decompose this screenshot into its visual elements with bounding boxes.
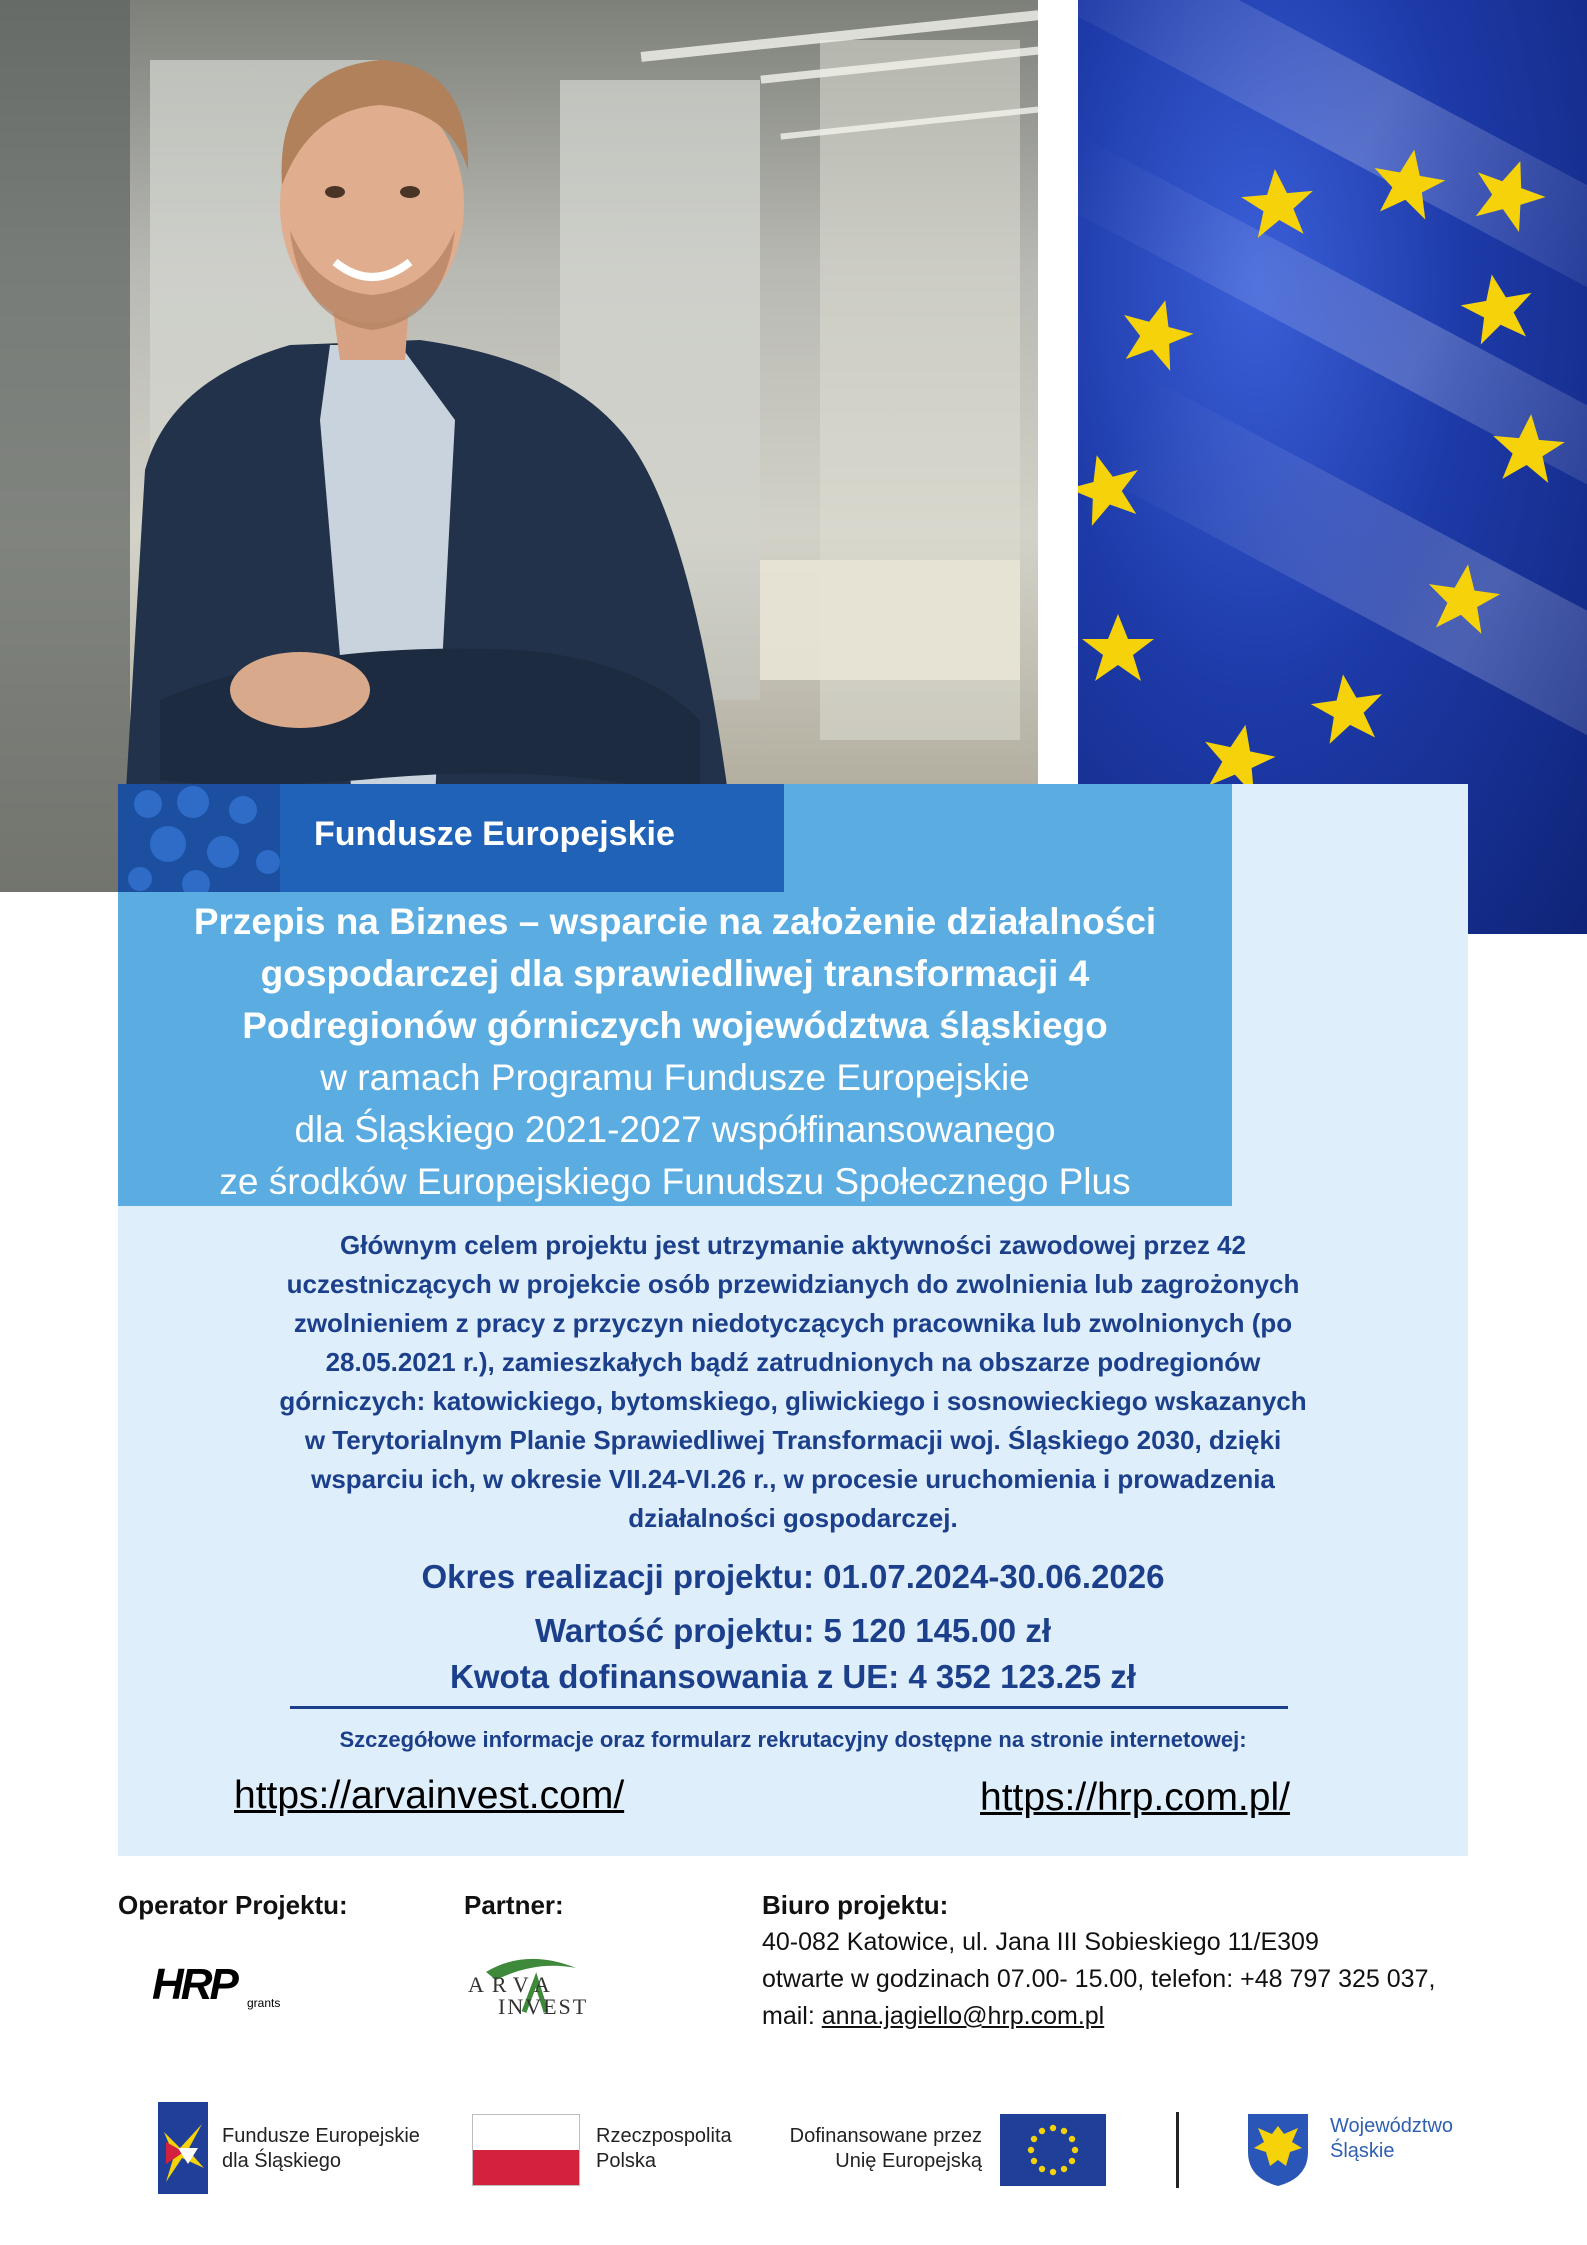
office-address: 40-082 Katowice, ul. Jana III Sobieskiego 11/E309	[762, 1928, 1319, 1956]
description-line: działalności gospodarczej.	[628, 1503, 958, 1533]
description-line: 28.05.2021 r.), zamieszkałych bądź zatrudnionych na obszarze podregionów	[325, 1347, 1261, 1377]
fe-logo-text	[222, 2124, 420, 2174]
arva-invest-logo	[466, 1950, 606, 2022]
fe-star-icon	[158, 2102, 208, 2194]
office-mail-link[interactable]: anna.jagiello@hrp.com.pl	[821, 2002, 1105, 2030]
rp-logo-line2: Polska	[596, 2150, 657, 2172]
title-line: ze środków Europejskiego Funudszu Społecznego Plus	[219, 1161, 1131, 1202]
office-label: Biuro projektu:	[762, 1890, 949, 1920]
hrp-logo-sub: grants	[247, 1996, 281, 2010]
eu-cofund-text	[760, 2124, 982, 2174]
fe-label: Fundusze Europejskie	[314, 815, 675, 853]
fe-stars-pattern	[118, 784, 280, 892]
description-line: Głównym celem projektu jest utrzymanie aktywności zawodowej przez 42	[340, 1230, 1246, 1260]
project-description	[220, 1226, 1366, 1538]
project-cofunding: Kwota dofinansowania z UE: 4 352 123.25 zł	[450, 1658, 1136, 1695]
office-details	[762, 1924, 1542, 2035]
title-line: Podregionów górniczych województwa śląskiego	[242, 1005, 1108, 1046]
fe-logo-mark	[158, 2102, 208, 2194]
polish-flag-icon	[472, 2114, 580, 2186]
man-figure	[0, 0, 1038, 892]
footer-divider	[1176, 2112, 1179, 2188]
title-line: dla Śląskiego 2021-2027 współfinansowanego	[294, 1109, 1056, 1150]
ws-logo-line2: Śląskie	[1330, 2140, 1395, 2162]
description-line: w Terytorialnym Planie Sprawiedliwej Transformacji woj. Śląskiego 2030, dzięki	[304, 1425, 1282, 1455]
rp-logo-line1: Rzeczpospolita	[596, 2125, 732, 2147]
eagle-icon	[1246, 2112, 1310, 2188]
project-period: Okres realizacji projektu: 01.07.2024-30.06.2026	[421, 1558, 1165, 1595]
project-value: Wartość projektu: 5 120 145.00 zł	[535, 1612, 1051, 1649]
eu-flag-icon	[1000, 2114, 1106, 2186]
description-line: uczestniczących w projekcie osób przewidzianych do zwolnienia lub zagrożonych	[286, 1269, 1300, 1299]
title-line: gospodarczej dla sprawiedliwej transformacji 4	[260, 953, 1090, 994]
hero-photo-man	[0, 0, 1038, 892]
description-line: górniczych: katowickiego, bytomskiego, gliwickiego i sosnowieckiego wskazanych	[279, 1386, 1307, 1416]
office-hours: otwarte w godzinach 07.00- 15.00, telefon: +48 797 325 037,	[762, 1965, 1436, 1993]
hrp-logo-text: HRP	[152, 1960, 236, 2009]
office-mail-row	[762, 1998, 1542, 2035]
partner-label: Partner:	[464, 1890, 564, 1920]
eu-cofund-line2: Unię Europejską	[835, 2150, 982, 2172]
title-line: Przepis na Biznes – wsparcie na założenie działalności	[193, 901, 1157, 942]
rp-logo-text	[596, 2124, 732, 2174]
ws-logo-line1: Województwo	[1330, 2115, 1454, 2137]
silesia-coat-of-arms	[1246, 2112, 1310, 2188]
project-title	[118, 896, 1232, 1208]
description-line: wsparciu ich, w okresie VII.24-VI.26 r., w procesie uruchomienia i prowadzenia	[311, 1464, 1275, 1494]
ws-logo-text	[1330, 2114, 1453, 2164]
operator-label: Operator Projektu:	[118, 1890, 348, 1920]
stars-icon	[118, 784, 280, 892]
hrp-grants-logo	[152, 1960, 292, 2020]
eu-cofund-line1: Dofinansowane przez	[789, 2125, 982, 2147]
title-line: w ramach Programu Fundusze Europejskie	[320, 1057, 1030, 1098]
divider	[290, 1706, 1288, 1709]
fe-logo-line1: Fundusze Europejskie	[222, 2125, 420, 2147]
fe-logo-line2: dla Śląskiego	[222, 2150, 341, 2172]
details-note: Szczegółowe informacje oraz formularz rekrutacyjny dostępne na stronie internetowej:	[339, 1727, 1247, 1752]
description-line: zwolnieniem z pracy z przyczyn niedotyczących pracownika lub zwolnionych (po	[293, 1308, 1293, 1338]
arvainvest-link[interactable]: https://arvainvest.com/	[234, 1774, 625, 1817]
mail-prefix: mail:	[762, 2002, 822, 2030]
arva-logo-line1: ARVA	[468, 1972, 558, 1997]
arva-logo-line2: INVEST	[498, 1994, 589, 2019]
hrp-link[interactable]: https://hrp.com.pl/	[980, 1776, 1290, 1819]
